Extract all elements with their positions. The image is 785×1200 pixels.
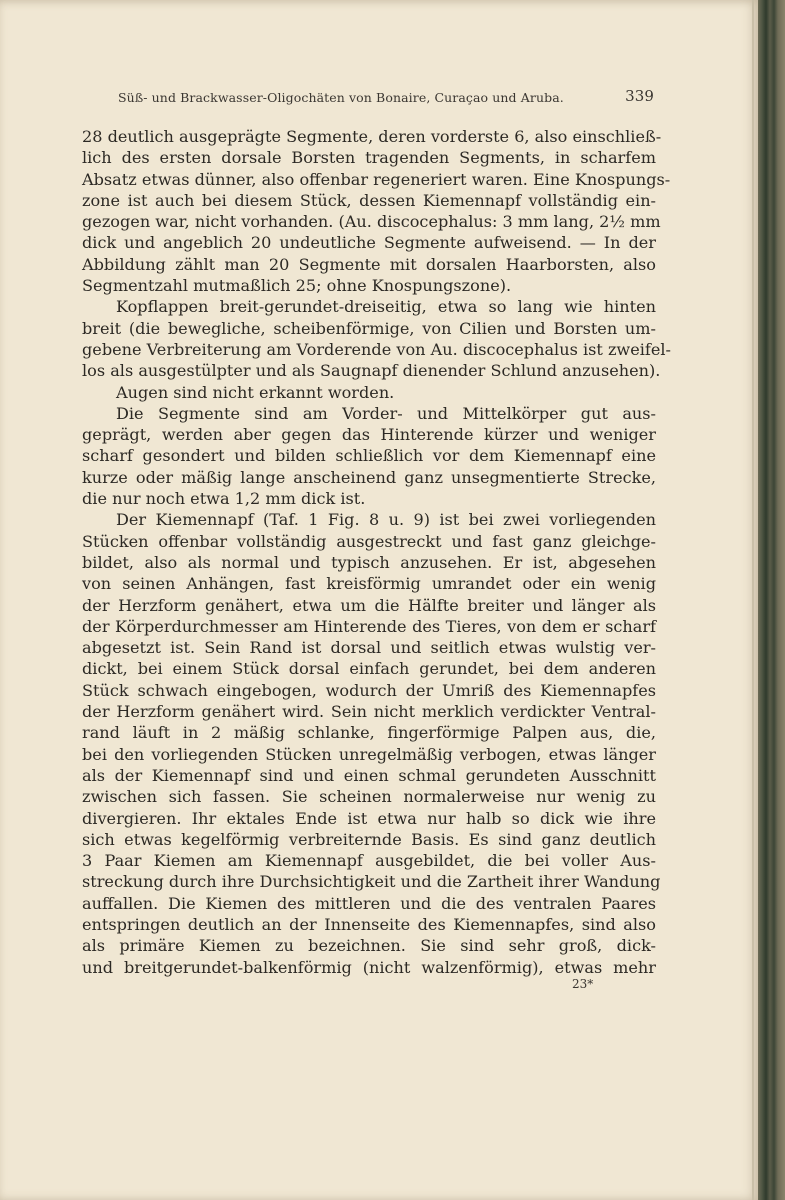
- text-line: von seinen Anhängen, fast kreisförmig umrandet oder ein wenig: [82, 574, 656, 594]
- text-line: Die Segmente sind am Vorder- und Mittelkörper gut aus-: [116, 403, 656, 423]
- text-line: zwischen sich fassen. Sie scheinen normalerweise nur wenig zu: [82, 787, 656, 807]
- text-line: streckung durch ihre Durchsichtigkeit und die Zartheit ihrer Wandung: [82, 872, 661, 892]
- text-line: Absatz etwas dünner, also offenbar regeneriert waren. Eine Knospungs-: [82, 169, 671, 189]
- text-line: gezogen war, nicht vorhanden. (Au. discocephalus: 3 mm lang, 2½ mm: [82, 212, 661, 232]
- text-line: gebene Verbreiterung am Vorderende von Au. discocephalus ist zweifel-: [82, 339, 671, 359]
- text-line: entspringen deutlich an der Innenseite des Kiemennapfes, sind also: [82, 914, 656, 934]
- text-line: 28 deutlich ausgeprägte Segmente, deren vorderste 6, also einschließ-: [82, 127, 662, 146]
- signature-mark: 23*: [572, 976, 594, 991]
- text-line: zone ist auch bei diesem Stück, dessen Kiemennapf vollständig ein-: [82, 190, 656, 210]
- text-line: scharf gesondert und bilden schließlich vor dem Kiemennapf eine: [82, 446, 656, 466]
- text-line: abgesetzt ist. Sein Rand ist dorsal und seitlich etwas wulstig ver-: [82, 638, 656, 658]
- text-line: geprägt, werden aber gegen das Hinterende kürzer und weniger: [82, 425, 656, 445]
- text-line: rand läuft in 2 mäßig schlanke, fingerförmige Palpen aus, die,: [82, 723, 656, 743]
- text-line: bildet, also als normal und typisch anzusehen. Er ist, abgesehen: [82, 552, 656, 572]
- text-line: Segmentzahl mutmaßlich 25; ohne Knospungszone).: [82, 276, 512, 296]
- text-line: Stücken offenbar vollständig ausgestreckt und fast ganz gleichge-: [82, 531, 656, 551]
- text-line: breit (die bewegliche, scheibenförmige, von Cilien und Borsten um-: [82, 318, 656, 338]
- text-line: Kopflappen breit-gerundet-dreiseitig, etwa so lang wie hinten: [116, 297, 656, 317]
- text-line: bei den vorliegenden Stücken unregelmäßig verbogen, etwas länger: [82, 744, 656, 764]
- text-line: dickt, bei einem Stück dorsal einfach gerundet, bei dem anderen: [82, 659, 656, 679]
- text-line: divergieren. Ihr ektales Ende ist etwa nur halb so dick wie ihre: [82, 808, 656, 828]
- last-line-wrapper: [82, 957, 656, 991]
- text-line: die nur noch etwa 1,2 mm dick ist.: [82, 489, 366, 509]
- page-edge-divider: [752, 0, 754, 1200]
- text-line: und breitgerundet-balkenförmig (nicht walzenförmig), etwas mehr: [82, 957, 656, 977]
- page-number: 339: [625, 87, 654, 105]
- book-binding-edge: [758, 0, 785, 1200]
- text-line: lich des ersten dorsale Borsten tragenden Segments, in scharfem: [82, 148, 656, 168]
- text-line: der Herzform genähert wird. Sein nicht merklich verdickter Ventral-: [82, 702, 656, 722]
- text-line: 3 Paar Kiemen am Kiemennapf ausgebildet, die bei voller Aus-: [82, 851, 656, 871]
- text-line: als primäre Kiemen zu bezeichnen. Sie sind sehr groß, dick-: [82, 936, 656, 956]
- text-line: los als ausgestülpter und als Saugnapf dienender Schlund anzusehen).: [82, 361, 661, 381]
- text-line: auffallen. Die Kiemen des mittleren und die des ventralen Paares: [82, 893, 656, 913]
- running-title: Süß- und Brackwasser-Oligochäten von Bonaire, Curaçao und Aruba.: [118, 90, 564, 105]
- text-line: Abbildung zählt man 20 Segmente mit dorsalen Haarborsten, also: [82, 254, 656, 274]
- text-line: als der Kiemennapf sind und einen schmal gerundeten Ausschnitt: [82, 765, 656, 785]
- text-line: dick und angeblich 20 undeutliche Segmente aufweisend. — In der: [82, 233, 656, 253]
- text-line: der Körperdurchmesser am Hinterende des Tieres, von dem er scharf: [82, 616, 656, 636]
- text-line: Augen sind nicht erkannt worden.: [116, 382, 395, 402]
- body-text: [82, 126, 671, 991]
- text-line: der Herzform genähert, etwa um die Hälfte breiter und länger als: [82, 595, 656, 615]
- text-line: Stück schwach eingebogen, wodurch der Umriß des Kiemennapfes: [82, 680, 656, 700]
- text-line: Der Kiemennapf (Taf. 1 Fig. 8 u. 9) ist bei zwei vorliegenden: [116, 510, 656, 530]
- text-line: kurze oder mäßig lange anscheinend ganz unsegmentierte Strecke,: [82, 467, 656, 487]
- text-line: sich etwas kegelförmig verbreiternde Basis. Es sind ganz deutlich: [82, 829, 656, 849]
